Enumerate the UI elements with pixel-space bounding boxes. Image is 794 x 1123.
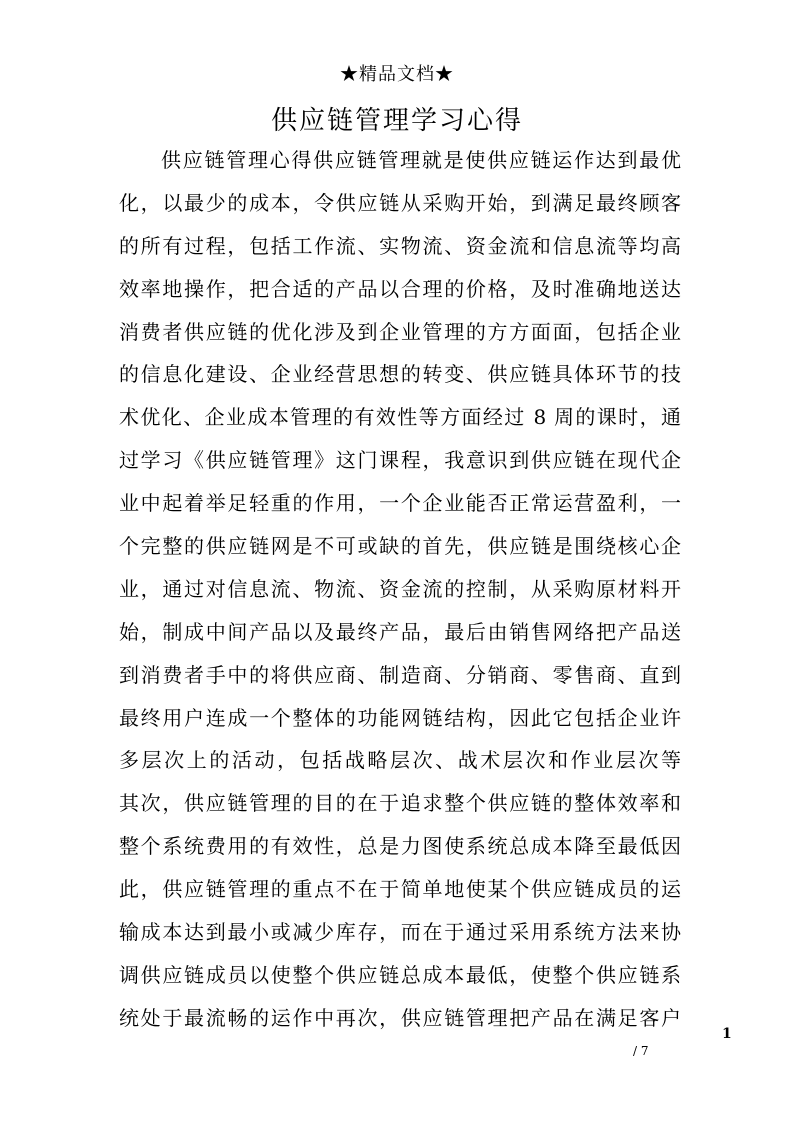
body-line: 术优化、企业成本管理的有效性等方面经过 8 周的课时，通 <box>119 405 681 430</box>
body-line: 最终用户连成一个整体的功能网链结构，因此它包括企业许 <box>119 705 681 730</box>
body-line: 整个系统费用的有效性，总是力图使系统总成本降至最低因 <box>119 834 681 859</box>
body-text <box>119 139 681 1040</box>
body-line: 统处于最流畅的运作中再次，供应链管理把产品在满足客户 <box>119 1005 681 1030</box>
document-title: 供应链管理学习心得 <box>270 106 523 136</box>
body-line: 供应链管理心得供应链管理就是使供应链运作达到最优 <box>161 148 681 172</box>
body-line: 的所有过程，包括工作流、实物流、资金流和信息流等均高 <box>119 233 681 258</box>
header-mark: ★精品文档★ <box>340 64 454 85</box>
body-line: 的信息化建设、企业经营思想的转变、供应链具体环节的技 <box>119 362 681 387</box>
page-number: 1 <box>722 1026 732 1042</box>
body-line: 消费者供应链的优化涉及到企业管理的方方面面，包括企业 <box>119 319 681 344</box>
body-line: 业，通过对信息流、物流、资金流的控制，从采购原材料开 <box>119 576 681 601</box>
body-line: 化，以最少的成本，令供应链从采购开始，到满足最终顾客 <box>119 190 681 215</box>
body-line: 此，供应链管理的重点不在于简单地使某个供应链成员的运 <box>119 877 681 902</box>
page-total: / 7 <box>633 1044 649 1058</box>
body-line: 多层次上的活动，包括战略层次、战术层次和作业层次等 <box>119 748 681 773</box>
body-line: 效率地操作，把合适的产品以合理的价格，及时准确地送达 <box>119 276 681 301</box>
body-line: 调供应链成员以使整个供应链总成本最低，使整个供应链系 <box>119 962 681 987</box>
body-line: 其次，供应链管理的目的在于追求整个供应链的整体效率和 <box>119 791 681 816</box>
body-line: 输成本达到最小或减少库存，而在于通过采用系统方法来协 <box>119 920 681 945</box>
body-line: 始，制成中间产品以及最终产品，最后由销售网络把产品送 <box>119 619 681 644</box>
body-line: 到消费者手中的将供应商、制造商、分销商、零售商、直到 <box>119 662 681 687</box>
body-line: 过学习《供应链管理》这门课程，我意识到供应链在现代企 <box>119 448 681 473</box>
body-line: 个完整的供应链网是不可或缺的首先，供应链是围绕核心企 <box>119 534 681 559</box>
body-line: 业中起着举足轻重的作用，一个企业能否正常运营盈利，一 <box>119 491 681 516</box>
